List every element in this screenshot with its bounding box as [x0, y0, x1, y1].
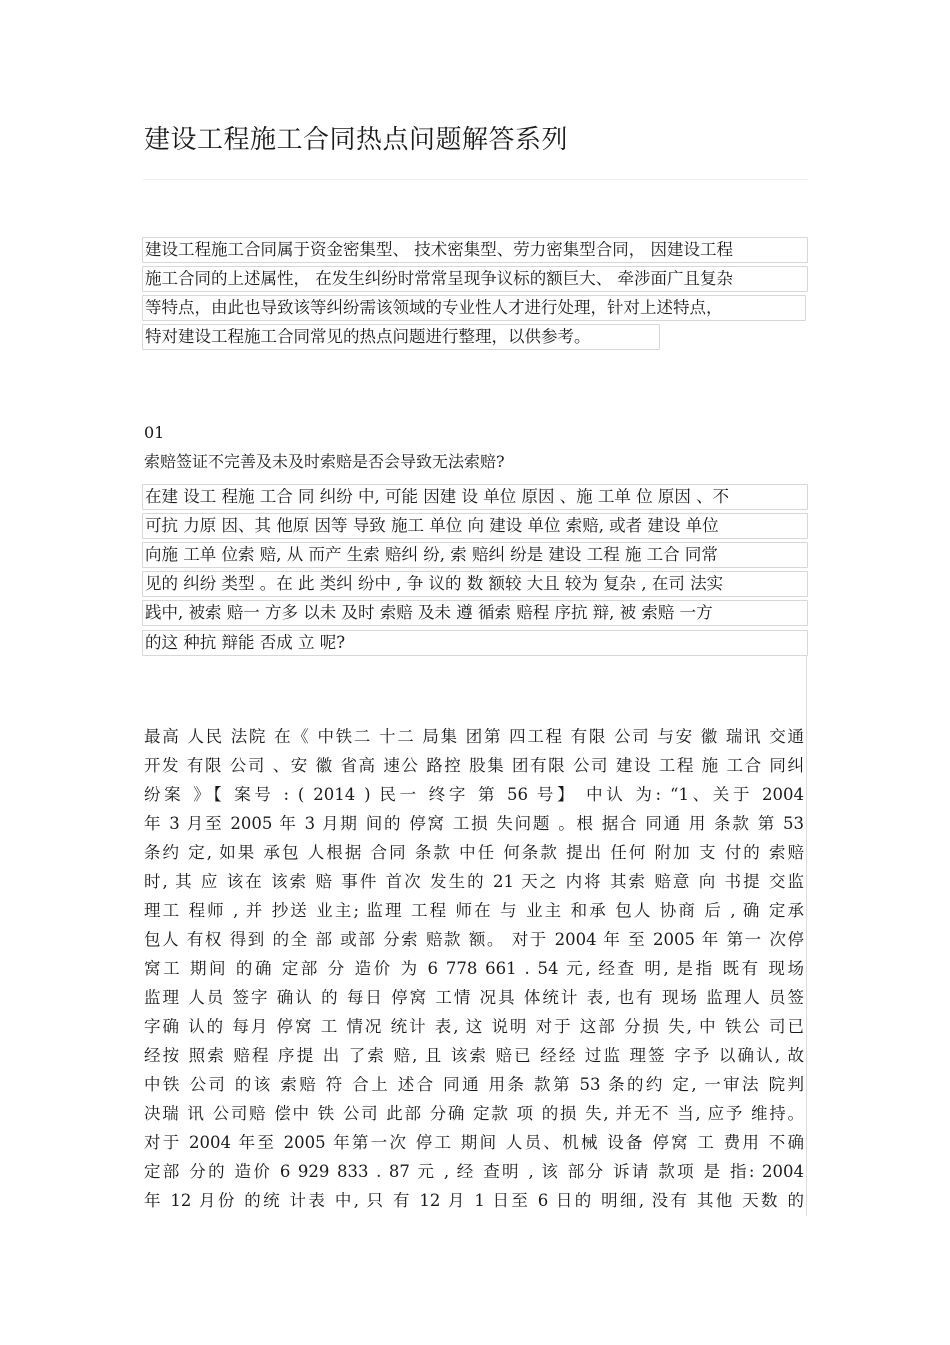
body-line: 年 12 月份 的统 计表 中, 只 有 12 月 1 日至 6 日的 明细, 没有 其他 天数 的 — [144, 1191, 804, 1210]
body-line: 最高 人民 法院 在《 中铁二 十二 局集 团第 四工程 有限 公司 与安 徽 瑞讯 交通 — [144, 727, 804, 746]
section-intro-line: 在建 设工 程施 工合 同 纠纷 中, 可能 因建 设 单位 原因 、施 工单 位 原因 、不 — [142, 484, 808, 510]
body-line: 开发 有限 公司 、安 徽 省高 速公 路控 股集 团有限 公司 建设 工程 施 工合 同纠 — [144, 756, 804, 775]
body-line: 对于 2004 年至 2005 年第一次 停工 期间 人员、机械 设备 停窝 工 费用 不确 — [144, 1133, 804, 1152]
body-line: 条约 定, 如果 承包 人根据 合同 条款 中任 何条款 提出 任何 附加 支 付的 索赔 — [144, 843, 804, 862]
body-line: 监理 人员 签字 确认 的 每日 停窝 工情 况具 体统计 表, 也有 现场 监理人 员签 — [144, 988, 804, 1007]
body-line: 定部 分的 造价 6 929 833 . 87 元 , 经 查明 , 该 部分 诉请 款项 是 指: 2004 — [144, 1162, 804, 1181]
intro-line: 建设工程施工合同属于资金密集型、 技术密集型、劳力密集型合同， 因建设工程 — [142, 237, 808, 263]
section-intro-line: 向施 工单 位索 赔, 从 而产 生索 赔纠 纷, 索 赔纠 纷是 建设 工程 施 工合 同常 — [142, 542, 808, 568]
body-line: 中铁 公司 的该 索赔 符 合上 述合 同通 用条 款第 53 条的约 定, 一审法 院判 — [144, 1075, 804, 1094]
body-line: 时, 其 应 该在 该索 赔 事件 首次 发生的 21 天之 内将 其索 赔意 向 书提 交监 — [144, 872, 804, 891]
section-intro-line: 践中, 被索 赔一 方多 以未 及时 索赔 及未 遵 循索 赔程 序抗 辩, 被 索赔 一方 — [142, 600, 808, 626]
body-line: 纷案 》【 案号 : ( 2014 ) 民一 终字 第 56 号】 中认 为: “1、关于 2004 — [144, 785, 804, 804]
body-line: 字确 认的 每月 停窝 工 情况 统计 表, 这 说明 对于 这部 分损 失, 中 铁公 司已 — [144, 1017, 804, 1036]
section-intro-line: 的这 种抗 辩能 否成 立 呢? — [142, 630, 808, 656]
section-intro-line: 见的 纠纷 类型 。在 此 类纠 纷中 , 争 议的 数 额较 大且 较为 复杂 , 在司 法实 — [142, 571, 808, 597]
intro-line: 等特点，由此也导致该等纠纷需该领域的专业性人才进行处理，针对上述特点， — [142, 295, 806, 321]
body-line: 包人 有权 得到 的全 部 或部 分索 赔款 额。 对于 2004 年 至 2005 年 第一 次停 — [144, 930, 804, 949]
section-intro-line: 可抗 力原 因、其 他原 因等 导致 施工 单位 向 建设 单位 索赔, 或者 建设 单位 — [142, 513, 808, 539]
section-number: 01 — [144, 423, 165, 442]
body-line: 年 3 月至 2005 年 3 月期 间的 停窝 工损 失问题 。根 据合 同通 用 条款 第 53 — [144, 814, 804, 833]
content-frame-edge — [806, 656, 807, 1216]
body-line: 决瑞 讯 公司赔 偿中 铁 公司 此部 分确 定款 项 的损 失, 并无不 当, 应予 维持。 — [144, 1104, 804, 1123]
title-divider — [143, 179, 808, 180]
intro-line: 施工合同的上述属性， 在发生纠纷时常常呈现争议标的额巨大、 牵涉面广且复杂 — [142, 266, 808, 292]
document-title: 建设工程施工合同热点问题解答系列 — [144, 125, 569, 155]
body-line: 窝工 期间 的确 定部 分 造价 为 6 778 661 . 54 元, 经查 明, 是指 既有 现场 — [144, 959, 804, 978]
body-line: 经按 照索 赔程 序提 出 了索 赔, 且 该索 赔已 经经 过监 理签 字予 以确认, 故 — [144, 1046, 804, 1065]
body-line: 理工 程师 , 并 抄送 业主; 监理 工程 师在 与 业主 和承 包人 协商 后 , 确 定承 — [144, 901, 804, 920]
section-question: 索赔签证不完善及未及时索赔是否会导致无法索赔? — [144, 452, 505, 471]
intro-line: 特对建设工程施工合同常见的热点问题进行整理，以供参考。 — [142, 324, 660, 350]
